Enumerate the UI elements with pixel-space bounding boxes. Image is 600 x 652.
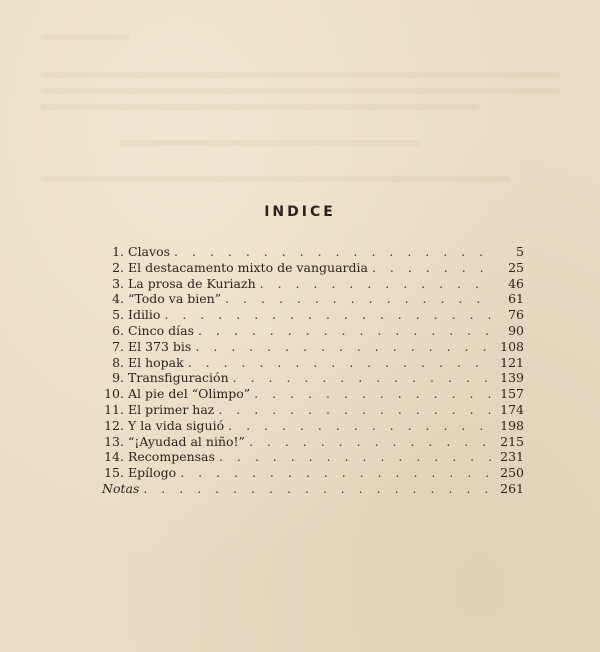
entry-title: Al pie del “Olimpo” [128, 386, 251, 402]
entry-number: 15. [104, 465, 124, 481]
entry-title: Cinco días [128, 322, 194, 338]
toc-entry[interactable] [98, 307, 524, 323]
entry-title: La prosa de Kuriazh [128, 275, 256, 291]
dot-leader [219, 449, 494, 465]
toc-entry[interactable] [98, 291, 524, 307]
entry-number: 2. [112, 259, 124, 275]
dot-leader [198, 323, 494, 339]
entry-title: Idilio [128, 307, 161, 323]
toc-entry[interactable] [98, 370, 524, 386]
entry-page: 139 [500, 370, 524, 386]
bleed-through-line [40, 88, 560, 94]
entry-page: 250 [500, 465, 524, 481]
page-title: INDICE [264, 204, 336, 220]
toc-entry[interactable] [98, 244, 524, 260]
toc-entry[interactable] [98, 355, 524, 371]
entry-title: El hopak [128, 354, 184, 370]
dot-leader [260, 276, 494, 292]
bleed-through-line [40, 104, 480, 110]
entry-page: 108 [500, 338, 524, 354]
toc-entry[interactable] [98, 323, 524, 339]
entry-page: 25 [508, 259, 524, 275]
toc-entry[interactable] [98, 339, 524, 355]
entry-page: 76 [508, 307, 524, 323]
entry-title: Clavos [128, 244, 171, 259]
entry-number: 4. [112, 291, 124, 307]
entry-page: 231 [500, 449, 524, 465]
dot-leader [233, 370, 494, 386]
notes-title: Notas [102, 480, 140, 496]
entry-page: 121 [500, 354, 524, 370]
toc-entry[interactable] [98, 434, 524, 450]
entry-title: El primer haz [128, 401, 215, 417]
dot-leader [249, 434, 494, 450]
dot-leader [254, 386, 494, 402]
dot-leader [218, 402, 494, 418]
entry-number: 14. [104, 449, 124, 465]
entry-number: 12. [104, 417, 124, 433]
entry-number: 13. [104, 433, 124, 449]
bleed-through-line [40, 34, 130, 40]
entry-title: Transfiguración [128, 370, 229, 386]
entry-title: “¡Ayudad al niño!” [128, 433, 245, 449]
entry-title: Y la vida siguió [128, 417, 225, 433]
entry-page: 46 [508, 275, 524, 291]
entry-number: 11. [104, 401, 124, 417]
dot-leader [174, 244, 494, 260]
bleed-through-line [120, 140, 420, 146]
notes-page: 261 [500, 480, 524, 496]
entry-title: Epílogo [128, 465, 177, 481]
entry-title: “Todo va bien” [128, 291, 222, 307]
table-of-contents [98, 244, 524, 497]
toc-entry-notes[interactable] [98, 481, 524, 497]
entry-number: 10. [104, 386, 124, 402]
dot-leader [188, 355, 494, 371]
entry-number: 6. [112, 322, 124, 338]
entry-page: 5 [516, 244, 524, 259]
toc-entry[interactable] [98, 449, 524, 465]
entry-page: 90 [508, 322, 524, 338]
entry-title: El destacamento mixto de vanguardia [128, 259, 368, 275]
entry-title: Recompensas [128, 449, 215, 465]
entry-page: 198 [500, 417, 524, 433]
bleed-through-line [40, 176, 510, 182]
toc-entry[interactable] [98, 418, 524, 434]
entry-title: El 373 bis [128, 338, 192, 354]
dot-leader [164, 307, 494, 323]
toc-entry[interactable] [98, 386, 524, 402]
dot-leader [372, 260, 494, 276]
entry-page: 174 [500, 401, 524, 417]
entry-number: 5. [112, 307, 124, 323]
entry-number: 3. [112, 275, 124, 291]
toc-entry[interactable] [98, 260, 524, 276]
entry-page: 215 [500, 433, 524, 449]
dot-leader [195, 339, 494, 355]
dot-leader [228, 418, 494, 434]
dot-leader [225, 291, 494, 307]
entry-page: 157 [500, 386, 524, 402]
entry-number: 7. [112, 338, 124, 354]
dot-leader [180, 465, 494, 481]
entry-number: 9. [112, 370, 124, 386]
toc-entry[interactable] [98, 465, 524, 481]
entry-number: 1. [112, 244, 124, 259]
bleed-through-line [40, 72, 560, 78]
toc-entry[interactable] [98, 276, 524, 292]
entry-page: 61 [508, 291, 524, 307]
toc-entry[interactable] [98, 402, 524, 418]
dot-leader [143, 481, 494, 497]
entry-number: 8. [112, 354, 124, 370]
